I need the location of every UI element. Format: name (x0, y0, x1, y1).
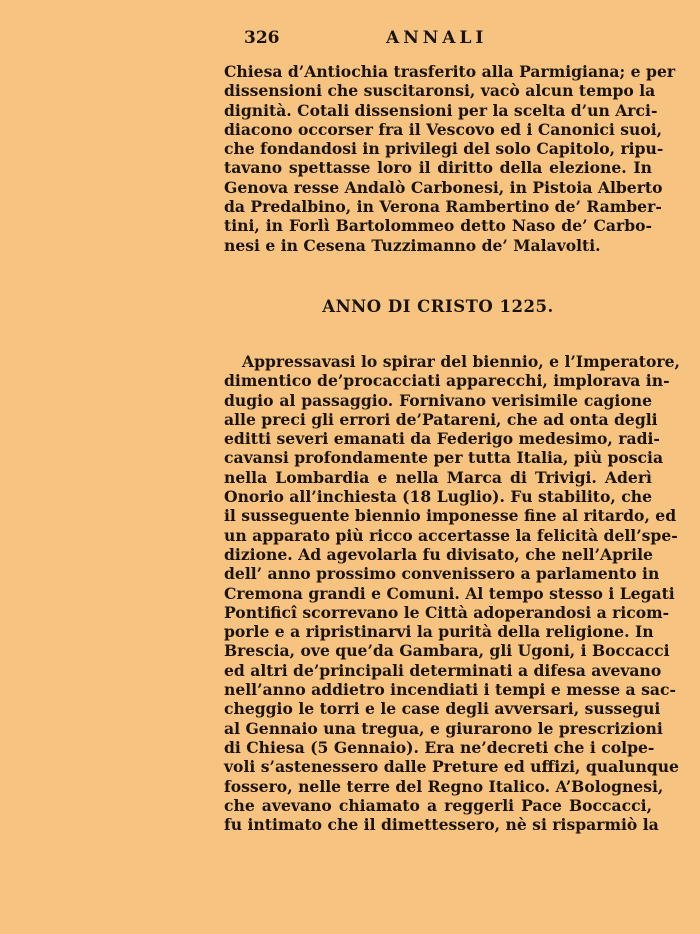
text-line: nella Lombardia e nella Marca di Trivigi. Aderì (224, 467, 652, 487)
text-line: un apparato più ricco accertasse la felicità dell’spe- (224, 525, 678, 545)
paragraph-continued (224, 62, 676, 255)
text-line: cheggio le torri e le case degli avversari, sussegui (224, 699, 661, 719)
text-line: dignità. Cotali dissensioni per la scelta d’un Arci- (224, 100, 658, 120)
text-line: nell’anno addietro incendiati i tempi e messe a sac- (224, 680, 676, 700)
text-line: Onorio all’inchiesta (18 Luglio). Fu stabilito, che (224, 487, 652, 507)
text-line: di Chiesa (5 Gennaio). Era ne’decreti che i colpe- (224, 737, 655, 757)
text-line: ed altri de’principali determinati a difesa avevano (224, 660, 662, 680)
text-line: Cremona grandi e Comuni. Al tempo stesso i Legati (224, 583, 675, 603)
year-heading: ANNO DI CRISTO 1225. (322, 297, 554, 316)
text-line: Chiesa d’Antiochia trasferito alla Parmigiana; e per (224, 62, 676, 81)
text-line: dimentico de’procacciati apparecchi, implorava in- (224, 371, 670, 391)
text-line: Appressavasi lo spirar del biennio, e l’Imperatore, (242, 352, 680, 371)
text-line: dell’ anno prossimo convenissero a parlamento in (224, 564, 660, 584)
text-line: Brescia, ove que’da Gambara, gli Ugoni, i Boccacci (224, 641, 670, 661)
text-line: tini, in Forlì Bartolommeo detto Naso de’ Carbo- (224, 216, 652, 236)
text-line: Genova resse Andalò Carbonesi, in Pistoia Alberto (224, 177, 663, 197)
text-line: nesi e in Cesena Tuzzimanno de’ Malavolti. (224, 235, 601, 255)
text-line: che fondandosi in privilegi del solo Capitolo, ripu- (224, 139, 664, 159)
text-line: porle e a ripristinarvi la purità della religione. In (224, 622, 654, 642)
text-line: Pontificî scorrevano le Città adoperandosi a ricom- (224, 602, 670, 622)
text-line: dissensioni che suscitaronsi, vacò alcun tempo la (224, 81, 656, 101)
text-line: fu intimato che il dimettessero, nè si risparmiò la (224, 815, 659, 835)
page-number: 326 (244, 28, 280, 48)
text-line: tavano spettasse loro il diritto della elezione. In (224, 158, 652, 178)
page-header (244, 28, 534, 50)
text-line: da Predalbino, in Verona Rambertino de’ Ramber- (224, 197, 662, 217)
text-line: fossero, nelle terre del Regno Italico. A’Bolognesi, (224, 776, 664, 796)
running-head: ANNALI (386, 28, 488, 48)
text-line: diacono occorser fra il Vescovo ed i Canonici suoi, (224, 119, 663, 139)
text-line: dizione. Ad agevolarla fu divisato, che nell’Aprile (224, 544, 653, 564)
text-line: dugio al passaggio. Fornivano verisimile cagione (224, 390, 652, 410)
text-line: voli s’astenessero dalle Preture ed uffizi, qualunque (224, 757, 679, 777)
text-line: il susseguente biennio imponesse fine al ritardo, ed (224, 506, 677, 526)
text-line: cavansi profondamente per tutta Italia, più poscia (224, 448, 664, 468)
text-line: al Gennaio una tregua, e giurarono le prescrizioni (224, 718, 663, 738)
paragraph-main (224, 352, 680, 835)
text-line: editti severi emanati da Federigo medesimo, radi- (224, 429, 660, 449)
text-line: che avevano chiamato a reggerli Pace Boccacci, (224, 795, 652, 815)
text-line: alle preci gli errori de’Patareni, che ad onta degli (224, 409, 658, 429)
